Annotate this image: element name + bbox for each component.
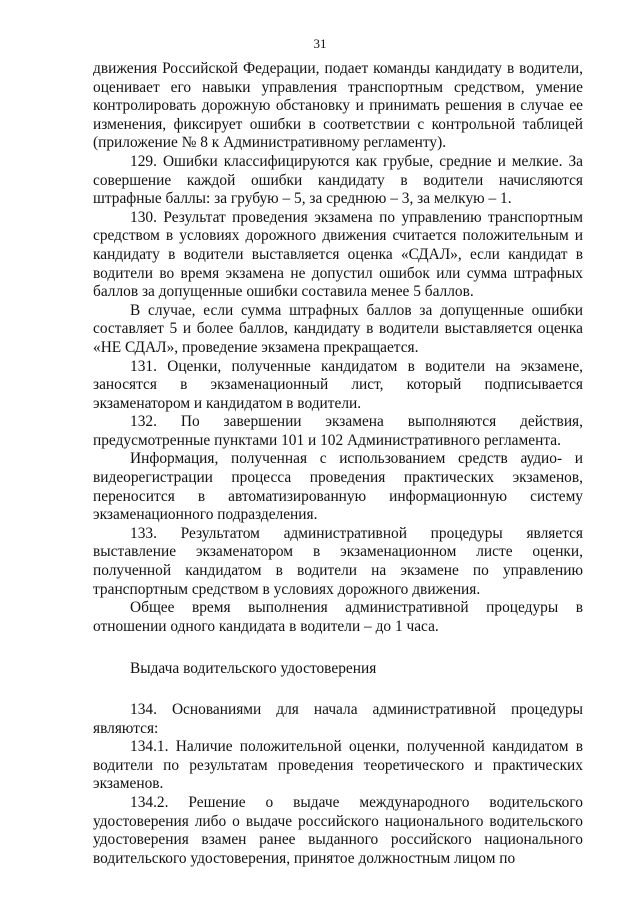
paragraph-130-failure-case: В случае, если сумма штрафных баллов за допущенные ошибки составляет 5 и более баллов, кандидату в водители выставляется оценка «НЕ СДАЛ», проведение экзамена прекращается. xyxy=(93,301,583,356)
document-body xyxy=(93,60,583,868)
section-heading: Выдача водительского удостоверения xyxy=(130,660,377,678)
paragraph-134-1: 134.1. Наличие положительной оценки, полученной кандидатом в водители по результатам проведения теоретического и практических экзаменов. xyxy=(93,738,583,793)
paragraph-129: 129. Ошибки классифицируются как грубые, средние и мелкие. За совершение каждой ошибки кандидату в водители начисляются штрафные баллы: за грубую – 5, за среднюю – 3, за мелкую – 1. xyxy=(93,152,583,208)
page-number: 31 xyxy=(313,36,327,51)
paragraph-133-duration: Общее время выполнения административной процедуры в отношении одного кандидата в водители – до 1 часа. xyxy=(93,599,583,635)
paragraph-134: 134. Основаниями для начала административной процедуры являются: xyxy=(93,701,583,737)
paragraph-130: 130. Результат проведения экзамена по управлению транспортным средством в условиях дорожного движения считается положительным и кандидату в водители выставляется оценка «СДАЛ», если кандидат в водители во время экзамена не допустил ошибок или сумма штрафных баллов за допущенные ошибки составила менее 5 баллов. xyxy=(93,208,583,301)
paragraph-133: 133. Результатом административной процедуры является выставление экзаменатором в экзаменационном листе оценки, полученной кандидатом в водители на экзамене по управлению транспортным средством в условиях дорожного движения. xyxy=(93,524,583,598)
paragraph-132-recording-info: Информация, полученная с использованием средств аудио- и видеорегистрации процесса проведения практических экзаменов, переносится в автоматизированную информационную систему экзаменационного подразделения. xyxy=(93,450,583,524)
paragraph-132: 132. По завершении экзамена выполняются действия, предусмотренные пунктами 101 и 102 Административного регламента. xyxy=(93,413,583,449)
paragraph-134-2: 134.2. Решение о выдаче международного водительского удостоверения либо о выдаче российского национального водительского удостоверения взамен ранее выданного российского национального водительского удостоверения, принятое должностным лицом по xyxy=(93,793,583,867)
paragraph-131: 131. Оценки, полученные кандидатом в водители на экзамене, заносятся в экзаменационный лист, который подписывается экзаменатором и кандидатом в водители. xyxy=(93,357,583,412)
paragraph-continuation: движения Российской Федерации, подает команды кандидату в водители, оценивает его навыки управления транспортным средством, умение контролировать дорожную обстановку и принимать решения в случае ее изменения, фиксирует ошибки в соответствии с контрольной таблицей (приложение № 8 к Административному регламенту). xyxy=(93,60,583,152)
